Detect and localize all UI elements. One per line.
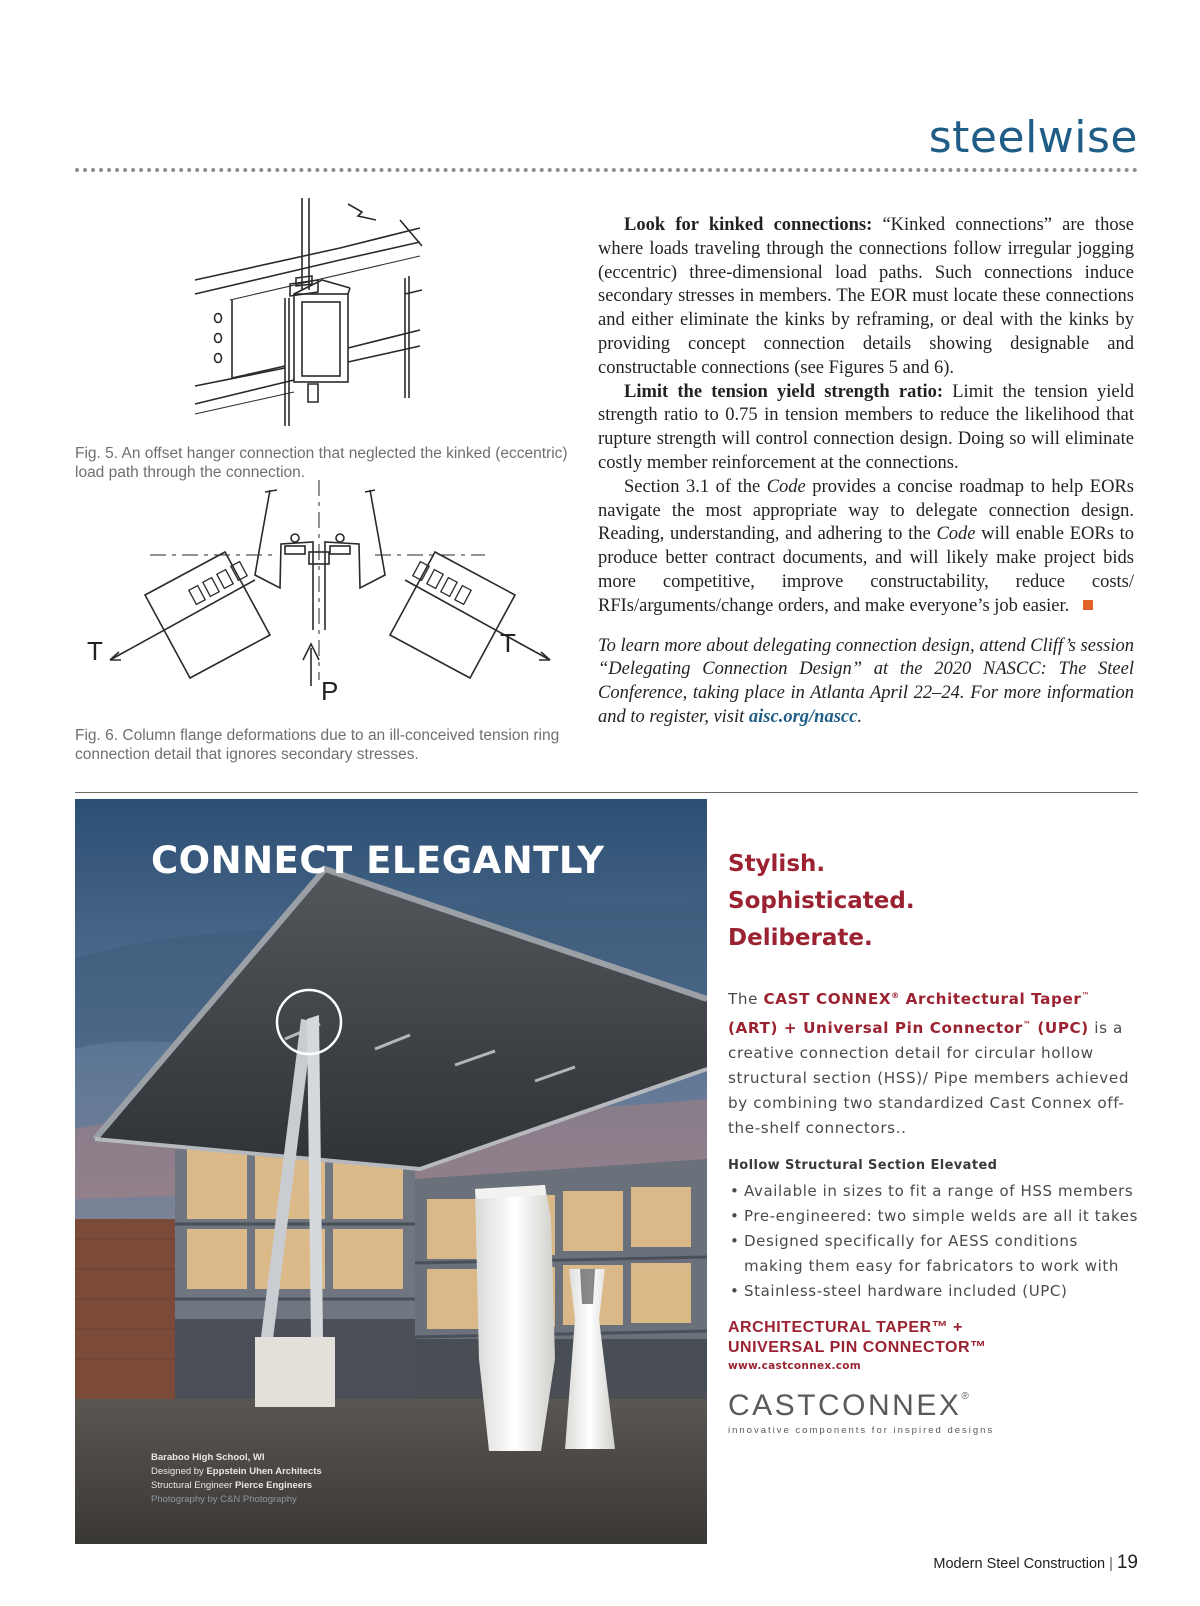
brand-tm-mark: ™ [1022, 1020, 1032, 1030]
brand-upc: (ART) + Universal Pin Connector [728, 1019, 1023, 1038]
left-brace [145, 552, 270, 678]
intro-brand [728, 990, 1090, 1037]
list-item: • Pre-engineered: two simple welds are all it takes [728, 1204, 1140, 1229]
article-paragraph-section [598, 476, 1134, 619]
body-kinked: “Kinked connections” are those where loads traveling through the connections follow irregular jogging (eccentric) three-dimensional load paths. Such connections induce secondary stresses in members. The EOR must locate these connections and either eliminate the kinks by reframing, or deal with the kinks by providing concept connection details showing designable and constructable connections (see Figures 5 and 6). [598, 215, 1134, 378]
fig6-label-left-t: T [87, 636, 103, 666]
section-title: steelwise [928, 112, 1138, 163]
promo-text: To learn more about delegating connection design, attend Cliff’s session “Delegating Connection Design” at the 2020 NASCC: The Steel Conference, taking place in Atlanta April 22–24. For more information and to register, visit [598, 635, 1134, 727]
brand-art: Architectural Taper [899, 990, 1082, 1009]
credit-designer: Eppstein Uhen Architects [206, 1466, 322, 1477]
body-section-a: Section 3.1 of the [624, 476, 767, 497]
header-divider [75, 168, 1138, 172]
credit-engineer-prefix: Structural Engineer [151, 1480, 235, 1491]
ad-copy [728, 846, 1140, 1436]
feature-list [728, 1179, 1140, 1304]
code-ref-2: Code [936, 524, 976, 545]
page-number: 19 [1116, 1552, 1138, 1573]
intro-rest: is a creative connection detail for circular hollow structural section (HSS)/ Pipe members achieved by combining two standardized Cast Connex off-the-shelf connectors.. [728, 1019, 1130, 1138]
credit-engineer: Pierce Engineers [234, 1480, 313, 1491]
list-item: • Available in sizes to fit a range of HSS members [728, 1179, 1140, 1204]
ad-subheading: Hollow Structural Section Elevated [728, 1158, 998, 1174]
fig6-caption: Fig. 6. Column flange deformations due to an ill-conceived tension ring connection detail that ignores secondary stresses. [75, 727, 560, 763]
logo-connex: CONNEX [818, 1389, 962, 1423]
product-line: ARCHITECTURAL TAPER™ + [728, 1319, 963, 1337]
brand-reg-mark: ® [891, 991, 900, 1000]
article-body [598, 214, 1134, 730]
article-paragraph-kinked [598, 214, 1134, 381]
ad-tagline [728, 846, 1140, 957]
product-line: UNIVERSAL PIN CONNECTOR™ [728, 1339, 987, 1357]
end-of-article-marker [1083, 600, 1093, 610]
tagline-line: Sophisticated. [728, 888, 915, 914]
brand-cast-connex: CAST CONNEX [763, 990, 892, 1009]
fig6-label-right-t: T [500, 628, 516, 658]
tagline-line: Stylish. [728, 851, 826, 877]
tagline-line: Deliberate. [728, 925, 873, 951]
lead-kinked: Look for kinked connections: [624, 215, 873, 235]
right-brace [390, 552, 515, 678]
body-tension: Limit the tension yield strength ratio to 0.75 in tension members to reduce the likelihood that rupture strength will control connection design. Doing so will eliminate costly member reinforcement at the connections. [598, 381, 1134, 473]
page-footer [933, 1552, 1138, 1574]
brand-tm-mark: ™ [1081, 991, 1091, 1000]
credit-project: Baraboo High School, WI [151, 1452, 265, 1463]
castconnex-url[interactable]: www.castconnex.com [728, 1360, 862, 1373]
list-item: • Designed specifically for AESS conditions making them easy for fabricators to work with [728, 1229, 1140, 1279]
credit-photographer: Photography by C&N Photography [151, 1494, 297, 1505]
nascc-link[interactable]: aisc.org/nascc [748, 706, 858, 727]
fig6-label-p: P [321, 676, 339, 706]
fig6-tension-ring-drawing [85, 480, 575, 715]
credit-designer-prefix: Designed by [151, 1466, 207, 1477]
body-section-c: will enable EORs to produce better contract documents, and will likely make project bids more competitive, improve constructability, reduce costs/ RFIs/arguments/change orders, and make everyone’s job easier. [598, 524, 1134, 616]
publication-name: Modern Steel Construction [933, 1556, 1106, 1572]
logo-reg-mark: ® [961, 1391, 969, 1403]
castconnex-logo [728, 1382, 1140, 1421]
fig5-hanger-drawing [190, 198, 450, 426]
photo-credits [151, 1451, 322, 1507]
list-item: • Stainless-steel hardware included (UPC) [728, 1279, 1140, 1304]
architectural-taper-product [475, 1185, 555, 1451]
lead-tension: Limit the tension yield strength ratio: [624, 381, 944, 402]
ad-intro [728, 983, 1140, 1141]
ad-headline: CONNECT ELEGANTLY [151, 839, 605, 882]
brand-upc-abbr: (UPC) [1031, 1019, 1089, 1038]
ad-divider [75, 792, 1138, 793]
product-name [728, 1318, 1140, 1358]
ad-photo [75, 799, 707, 1544]
footer-separator: | [1109, 1556, 1113, 1572]
promo-end: . [857, 706, 862, 727]
article-paragraph-tension [598, 381, 1134, 476]
fig5-caption: Fig. 5. An offset hanger connection that neglected the kinked (eccentric) load path through the connection. [75, 445, 568, 481]
logo-tagline: innovative components for inspired designs [728, 1425, 995, 1437]
code-ref-1: Code [766, 476, 806, 497]
session-promo [598, 635, 1134, 730]
body-section-b: provides a concise roadmap to help EORs navigate the most appropriate way to delegate connection design. Reading, understanding, and adhering to the [598, 476, 1134, 545]
building-photo-illustration [75, 799, 707, 1544]
intro-prefix: The [728, 990, 764, 1009]
logo-cast: CAST [728, 1389, 819, 1423]
